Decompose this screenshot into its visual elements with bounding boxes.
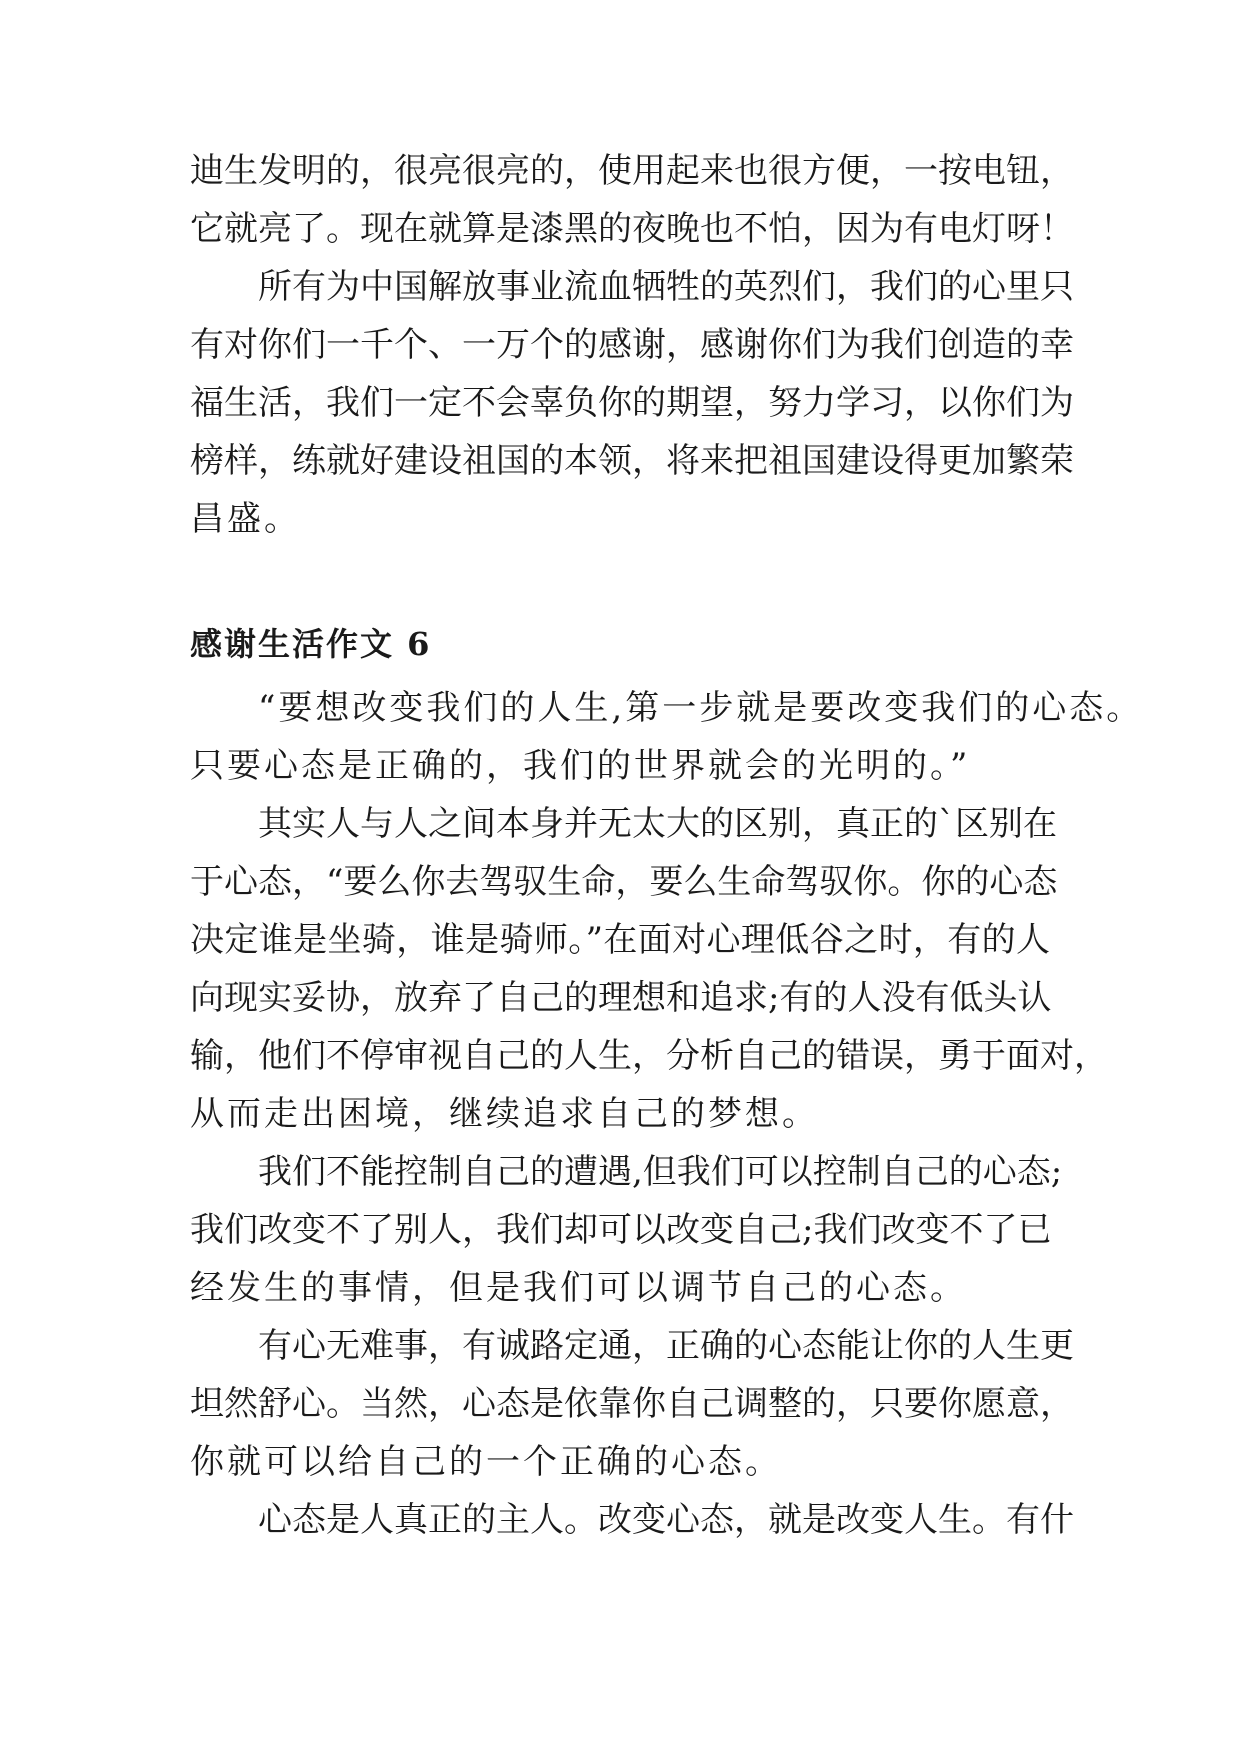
essay-heading: 感谢生活作文 6 <box>190 625 432 663</box>
text-line: 有心无难事，有诚路定通，正确的心态能让你的人生更 <box>258 1326 1074 1366</box>
text-line: 从而走出困境，继续追求自己的梦想。 <box>190 1094 819 1134</box>
text-line: 有对你们一千个、一万个的感谢，感谢你们为我们创造的幸 <box>190 325 1074 365</box>
text-line: 你就可以给自己的一个正确的心态。 <box>190 1442 782 1482</box>
text-line: 福生活，我们一定不会辜负你的期望，努力学习，以你们为 <box>190 383 1074 423</box>
text-line: 我们改变不了别人，我们却可以改变自己;我们改变不了已 <box>190 1210 1052 1250</box>
text-line: 迪生发明的，很亮很亮的，使用起来也很方便，一按电钮， <box>190 151 1074 191</box>
text-line: 昌盛。 <box>190 499 301 539</box>
text-line: 其实人与人之间本身并无太大的区别，真正的`区别在 <box>258 804 1057 844</box>
text-line: 经发生的事情，但是我们可以调节自己的心态。 <box>190 1268 967 1308</box>
text-line: 榜样，练就好建设祖国的本领，将来把祖国建设得更加繁荣 <box>190 441 1074 481</box>
paragraph-block-1 <box>190 142 1074 548</box>
text-line: 只要心态是正确的，我们的世界就会的光明的。” <box>190 746 971 786</box>
text-line: 坦然舒心。当然，心态是依靠你自己调整的，只要你愿意， <box>190 1384 1074 1424</box>
text-line: 向现实妥协，放弃了自己的理想和追求;有的人没有低头认 <box>190 978 1052 1018</box>
text-line: 于心态，“要么你去驾驭生命，要么生命驾驭你。你的心态 <box>190 862 1058 902</box>
text-line: 所有为中国解放事业流血牺牲的英烈们，我们的心里只 <box>258 267 1074 307</box>
text-line: 我们不能控制自己的遭遇,但我们可以控制自己的心态; <box>258 1152 1063 1192</box>
text-line: 输，他们不停审视自己的人生，分析自己的错误，勇于面对， <box>190 1036 1108 1076</box>
text-line: 决定谁是坐骑，谁是骑师。”在面对心理低谷之时，有的人 <box>190 920 1050 960</box>
text-line: “要想改变我们的人生,第一步就是要改变我们的心态。 <box>258 688 1144 728</box>
text-line: 心态是人真正的主人。改变心态，就是改变人生。有什 <box>258 1500 1074 1540</box>
text-line: 它就亮了。现在就算是漆黑的夜晚也不怕，因为有电灯呀！ <box>190 209 1074 249</box>
paragraph-block-2 <box>190 679 1144 1549</box>
